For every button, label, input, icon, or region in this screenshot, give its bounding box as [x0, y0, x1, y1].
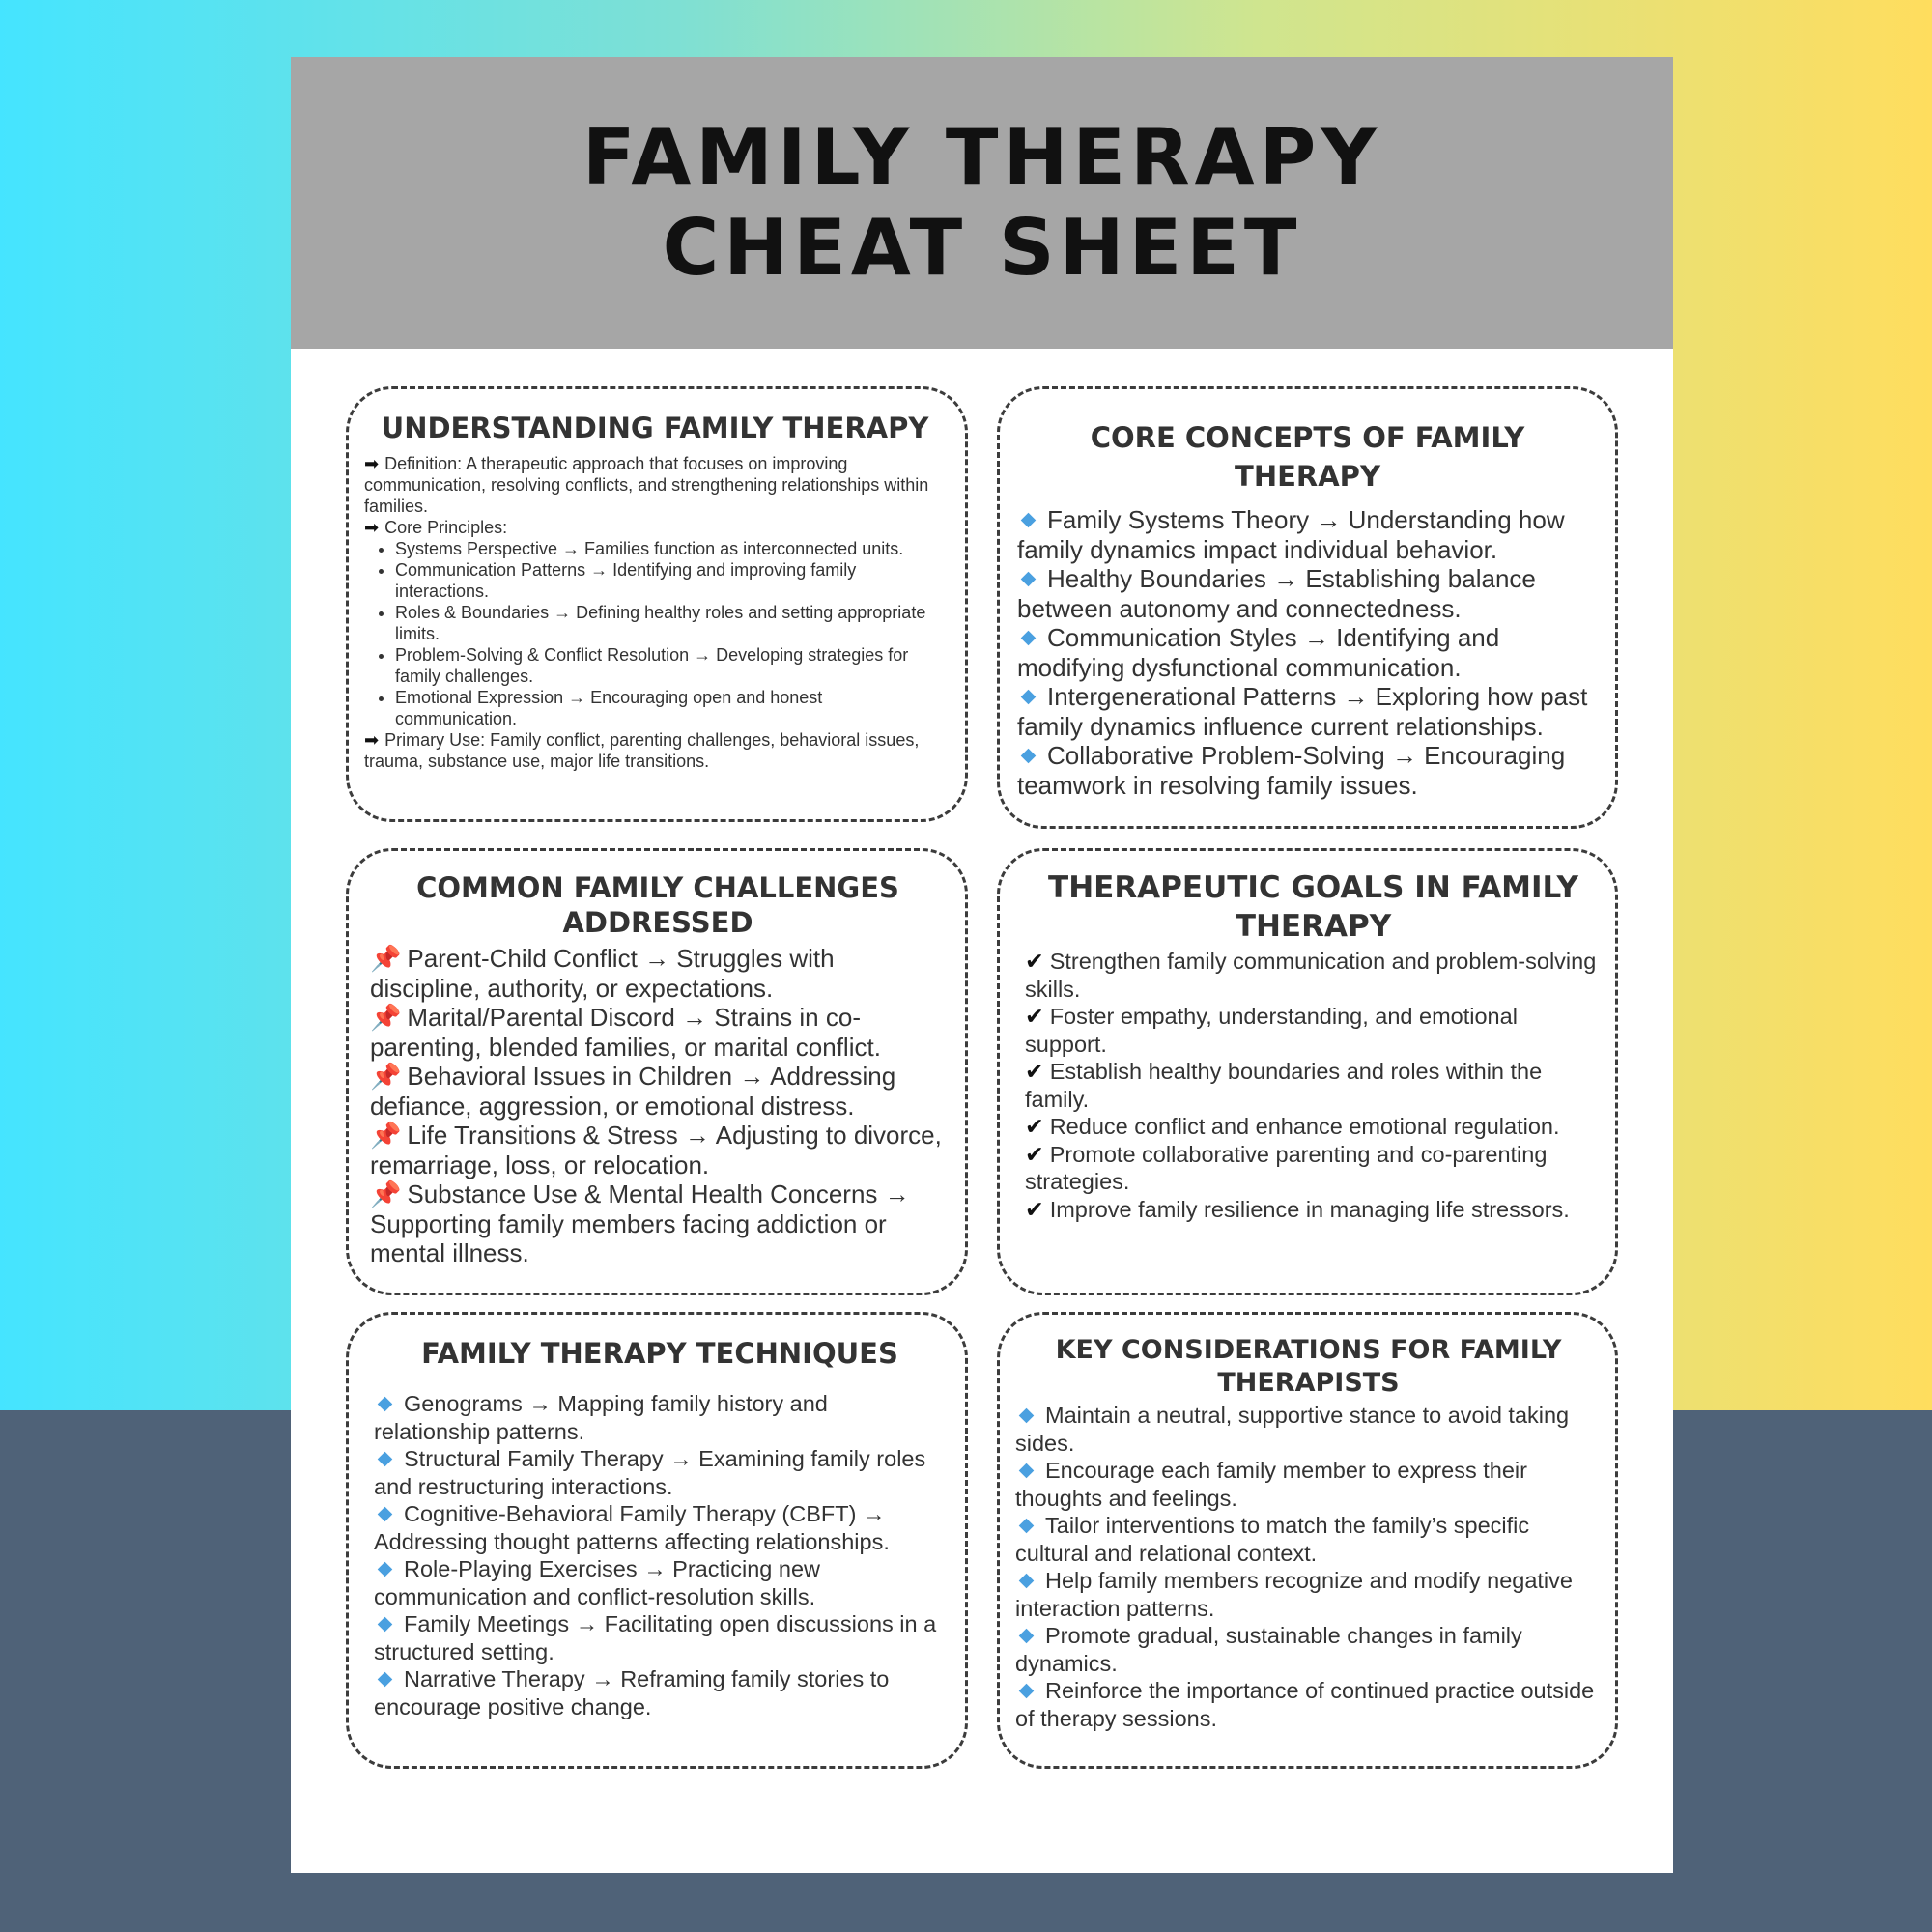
blue-diamond-icon [1019, 1574, 1035, 1589]
principles-line [364, 517, 946, 538]
item-text: Foster empathy, understanding, and emotional support. [1025, 1004, 1518, 1057]
item-text: Family Meetings → Facilitating open discussions in a structured setting. [374, 1611, 937, 1664]
card-challenges [346, 848, 968, 1295]
list-item [1025, 1196, 1602, 1224]
item-text: Communication Styles → Identifying and modifying dysfunctional communication. [1017, 623, 1500, 682]
primary-use-line [364, 729, 946, 772]
blue-diamond-icon [1021, 631, 1037, 646]
list-item [1015, 1457, 1602, 1512]
list-item [1025, 1113, 1602, 1141]
item-text: Life Transitions & Stress → Adjusting to divorce, remarriage, loss, or relocation. [370, 1121, 942, 1179]
card-title: THERAPEUTIC GOALS IN FAMILY THERAPY [1048, 870, 1578, 944]
list-item [370, 944, 946, 1003]
item-text: Reinforce the importance of continued practice outside of therapy sessions. [1015, 1678, 1595, 1731]
list-item [1025, 1058, 1602, 1113]
list-item [1015, 1567, 1602, 1622]
card-techniques [346, 1312, 968, 1769]
card-considerations [997, 1312, 1618, 1769]
blue-diamond-icon [1019, 1629, 1035, 1644]
card-title: COMMON FAMILY CHALLENGES ADDRESSED [416, 871, 899, 939]
blue-diamond-icon [1021, 690, 1037, 705]
arrow-right-icon: ➡ [364, 454, 380, 473]
item-text: Promote gradual, sustainable changes in family dynamics. [1015, 1623, 1522, 1676]
item-text: Marital/Parental Discord → Strains in co-parenting, blended families, or marital conflict. [370, 1003, 881, 1062]
principles-list [364, 538, 946, 729]
arrow-right-icon: ➡ [364, 730, 380, 750]
card-goals [997, 848, 1618, 1295]
checkmark-icon: ✔ [1025, 1114, 1044, 1139]
list-item [1017, 505, 1598, 564]
arrow-right-icon: ➡ [364, 518, 380, 537]
checkmark-icon: ✔ [1025, 1141, 1044, 1167]
item-text: Strengthen family communication and problem-solving skills. [1025, 949, 1597, 1002]
list-item: • Problem-Solving & Conflict Resolution → Developing strategies for family challenges. [395, 644, 946, 687]
blue-diamond-icon [1021, 513, 1037, 528]
item-text: Role-Playing Exercises → Practicing new communication and conflict-resolution skills. [374, 1556, 820, 1609]
primary-use-text: Primary Use: Family conflict, parenting challenges, behavioral issues, trauma, substance use, major life transitions. [364, 730, 920, 771]
blue-diamond-icon [378, 1397, 393, 1412]
blue-diamond-icon [378, 1452, 393, 1467]
blue-diamond-icon [378, 1507, 393, 1522]
item-text: Encourage each family member to express their thoughts and feelings. [1015, 1458, 1527, 1511]
item-text: Tailor interventions to match the family’s specific cultural and relational context. [1015, 1513, 1530, 1566]
item-text: Structural Family Therapy → Examining family roles and restructuring interactions. [374, 1446, 926, 1499]
list-item [1017, 741, 1598, 800]
list-item: • Roles & Boundaries → Defining healthy roles and setting appropriate limits. [395, 602, 946, 644]
list-item [1015, 1622, 1602, 1677]
list-item [374, 1555, 946, 1610]
blue-diamond-icon [1021, 572, 1037, 587]
card-core-concepts [997, 386, 1618, 829]
card-understanding [346, 386, 968, 822]
item-text: Help family members recognize and modify negative interaction patterns. [1015, 1568, 1573, 1621]
list-item [1015, 1402, 1602, 1457]
blue-diamond-icon [1021, 749, 1037, 764]
list-item [374, 1665, 946, 1720]
pushpin-icon: 📌 [370, 1062, 402, 1091]
checkmark-icon: ✔ [1025, 1196, 1044, 1222]
item-text: Collaborative Problem-Solving → Encouraging teamwork in resolving family issues. [1017, 741, 1566, 800]
list-item [1017, 682, 1598, 741]
checkmark-icon: ✔ [1025, 1059, 1044, 1084]
item-text: Establish healthy boundaries and roles within the family. [1025, 1059, 1543, 1112]
list-item: • Emotional Expression → Encouraging open and honest communication. [395, 687, 946, 729]
list-item [374, 1500, 946, 1555]
list-item [1025, 948, 1602, 1003]
item-text: Genograms → Mapping family history and relationship patterns. [374, 1391, 828, 1444]
blue-diamond-icon [378, 1562, 393, 1577]
definition-line [364, 453, 946, 517]
principles-label: Core Principles: [384, 518, 508, 537]
item-text: Maintain a neutral, supportive stance to avoid taking sides. [1015, 1403, 1570, 1456]
list-item [1025, 1003, 1602, 1058]
checkmark-icon: ✔ [1025, 1004, 1044, 1029]
card-title: FAMILY THERAPY TECHNIQUES [421, 1337, 898, 1370]
list-item [374, 1390, 946, 1445]
card-title: CORE CONCEPTS OF FAMILY THERAPY [1090, 421, 1525, 493]
item-text: Family Systems Theory → Understanding how family dynamics impact individual behavior. [1017, 505, 1565, 564]
item-text: Narrative Therapy → Reframing family stories to encourage positive change. [374, 1666, 890, 1719]
list-item [1015, 1512, 1602, 1567]
blue-diamond-icon [1019, 1408, 1035, 1424]
title-banner [291, 57, 1673, 349]
list-item: • Communication Patterns → Identifying and improving family interactions. [395, 559, 946, 602]
item-text: Substance Use & Mental Health Concerns → Supporting family members facing addiction or mental illness. [370, 1179, 910, 1267]
blue-diamond-icon [1019, 1519, 1035, 1534]
list-item: • Systems Perspective → Families function as interconnected units. [395, 538, 946, 559]
list-item [374, 1445, 946, 1500]
item-text: Behavioral Issues in Children → Addressing defiance, aggression, or emotional distress. [370, 1062, 896, 1121]
pushpin-icon: 📌 [370, 1121, 402, 1150]
item-text: Intergenerational Patterns → Exploring how past family dynamics influence current relationships. [1017, 682, 1588, 741]
blue-diamond-icon [1019, 1684, 1035, 1699]
list-item [1017, 564, 1598, 623]
pushpin-icon: 📌 [370, 944, 402, 973]
item-text: Promote collaborative parenting and co-parenting strategies. [1025, 1141, 1548, 1194]
item-text: Cognitive-Behavioral Family Therapy (CBFT) → Addressing thought patterns affecting relationships. [374, 1501, 890, 1554]
item-text: Parent-Child Conflict → Struggles with discipline, authority, or expectations. [370, 944, 835, 1003]
blue-diamond-icon [1019, 1463, 1035, 1479]
item-text: Reduce conflict and enhance emotional regulation. [1049, 1114, 1560, 1139]
definition-text: Definition: A therapeutic approach that focuses on improving communication, resolving conflicts, and strengthening relationships within families. [364, 454, 929, 516]
card-title: UNDERSTANDING FAMILY THERAPY [381, 412, 929, 444]
list-item [370, 1121, 946, 1179]
list-item [374, 1610, 946, 1665]
blue-diamond-icon [378, 1672, 393, 1688]
list-item [370, 1003, 946, 1062]
list-item [370, 1062, 946, 1121]
item-text: Improve family resilience in managing life stressors. [1049, 1196, 1570, 1222]
pushpin-icon: 📌 [370, 1003, 402, 1032]
list-item [1015, 1677, 1602, 1732]
card-title: KEY CONSIDERATIONS FOR FAMILY THERAPISTS [1055, 1335, 1562, 1398]
list-item [370, 1179, 946, 1268]
page-title-line-2: CHEAT SHEET [662, 203, 1302, 293]
page-title-line-1: FAMILY THERAPY [582, 112, 1382, 202]
blue-diamond-icon [378, 1617, 393, 1633]
list-item [1025, 1141, 1602, 1196]
pushpin-icon: 📌 [370, 1179, 402, 1208]
list-item [1017, 623, 1598, 682]
item-text: Healthy Boundaries → Establishing balance between autonomy and connectedness. [1017, 564, 1536, 623]
checkmark-icon: ✔ [1025, 949, 1044, 974]
